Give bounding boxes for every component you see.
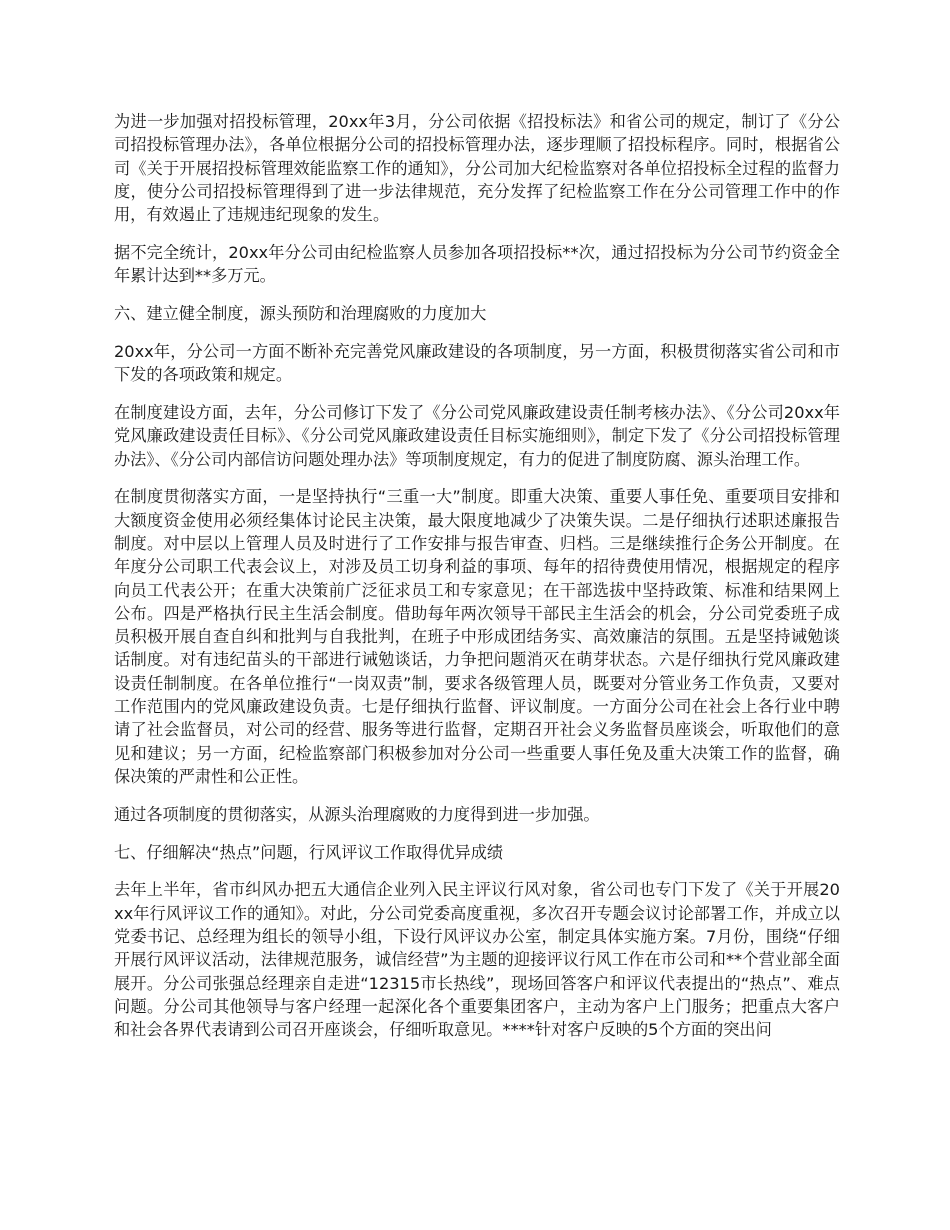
paragraph-system-overview: 20xx年，分公司一方面不断补充完善党风廉政建设的各项制度，另一方面，积极贯彻落实省公司和市下发的各项政策和规定。 [114,341,840,385]
paragraph-system-building: 在制度建设方面，去年，分公司修订下发了《分公司党风廉政建设责任制考核办法》、《分公司20xx年党风廉政建设责任目标》、《分公司党风廉政建设责任目标实施细则》，制定下发了《分公司招投标管理办法》、《分公司内部信访问题处理办法》等项制度规定，有力的促进了制度防腐、源头治理工作。 [114,402,840,469]
document-body [114,110,840,1056]
paragraph-bid-statistics: 据不完全统计，20xx年分公司由纪检监察人员参加各项招投标**次，通过招投标为分公司节约资金全年累计达到**多万元。 [114,242,840,286]
section-heading-6: 六、建立健全制度，源头预防和治理腐败的力度加大 [114,304,487,324]
paragraph-industry-evaluation: 去年上半年，省市纠风办把五大通信企业列入民主评议行风对象，省公司也专门下发了《关于开展20xx年行风评议工作的通知》。对此，分公司党委高度重视，多次召开专题会议讨论部署工作，并成立以党委书记、总经理为组长的领导小组，下设行风评议办公室，制定具体实施方案。7月份，围绕“仔细开展行风评议活动，法律规范服务，诚信经营”为主题的迎接评议行风工作在市公司和**个营业部全面展开。分公司张强总经理亲自走进“12315市长热线”，现场回答客户和评议代表提出的“热点”、难点问题。分公司其他领导与客户经理一起深化各个重要集团客户，主动为客户上门服务；把重点大客户和社会各界代表请到公司召开座谈会，仔细听取意见。****针对客户反映的5个方面的突出问 [114,880,840,1040]
paragraph-system-implementation: 在制度贯彻落实方面，一是坚持执行“三重一大”制度。即重大决策、重要人事任免、重要项目安排和大额度资金使用必须经集体讨论民主决策，最大限度地减少了决策失误。二是仔细执行述职述廉报告制度。对中层以上管理人员及时进行了工作安排与报告审查、归档。三是继续推行企务公开制度。在年度分公司职工代表会议上，对涉及员工切身利益的事项、每年的招待费使用情况，根据规定的程序向员工代表公开；在重大决策前广泛征求员工和专家意见；在干部选拔中坚持政策、标准和结果网上公布。四是严格执行民主生活会制度。借助每年两次领导干部民主生活会的机会，分公司党委班子成员积极开展自查自纠和批判与自我批判，在班子中形成团结务实、高效廉洁的氛围。五是坚持诫勉谈话制度。对有违纪苗头的干部进行诫勉谈话，力争把问题消灭在萌芽状态。六是仔细执行党风廉政建设责任制制度。在各单位推行“一岗双责”制，要求各级管理人员，既要对分管业务工作负责，又要对工作范围内的党风廉政建设负责。七是仔细执行监督、评议制度。一方面分公司在社会上各行业中聘请了社会监督员，对公司的经营、服务等进行监督，定期召开社会义务监督员座谈会，听取他们的意见和建议；另一方面，纪检监察部门积极参加对分公司一些重要人事任免及重大决策工作的监督，确保决策的严肃性和公正性。 [114,487,840,786]
section-heading-7: 七、仔细解决“热点”问题，行风评议工作取得优异成绩 [114,842,504,862]
paragraph-bid-management: 为进一步加强对招投标管理，20xx年3月，分公司依据《招投标法》和省公司的规定，制订了《分公司招投标管理办法》，各单位根据分公司的招投标管理办法，逐步理顺了招投标程序。同时，根据省公司《关于开展招投标管理效能监察工作的通知》，分公司加大纪检监察对各单位招投标全过程的监督力度，使分公司招投标管理得到了进一步法律规范，充分发挥了纪检监察工作在分公司管理工作中的作用，有效遏止了违规违纪现象的发生。 [114,112,840,225]
paragraph-system-result: 通过各项制度的贯彻落实，从源头治理腐败的力度得到进一步加强。 [114,804,600,824]
